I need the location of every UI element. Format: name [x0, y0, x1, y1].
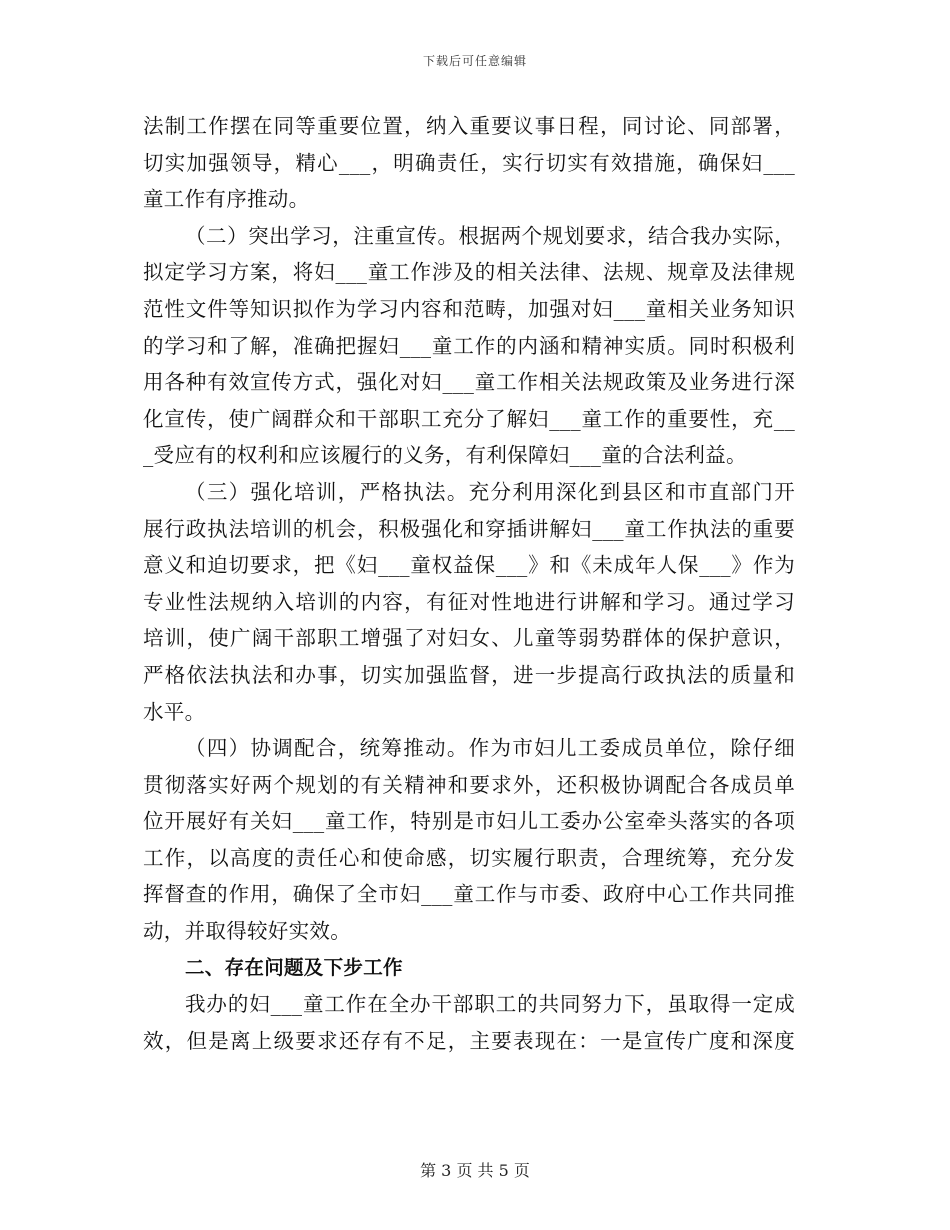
page-number-footer: 第 3 页 共 5 页 — [420, 1161, 530, 1180]
document-body — [143, 108, 795, 1059]
text-line: 拟定学习方案，将妇___童工作涉及的相关法律、法规、规章及法律规 — [143, 260, 795, 285]
page-header: 下载后可任意编辑 — [422, 54, 527, 68]
text-line: 位开展好有关妇___童工作，特别是市妇儿工委办公室牵头落实的各项 — [143, 809, 795, 834]
text-line: 切实加强领导，精心___，明确责任，实行切实有效措施，确保妇___ — [143, 150, 795, 175]
text-line: 效，但是离上级要求还存有不足，主要表现在：一是宣传广度和深度 — [143, 1028, 795, 1053]
text-line: 培训，使广阔干部职工增强了对妇女、儿童等弱势群体的保护意识， — [143, 626, 795, 651]
text-line: （四）协调配合，统筹推动。作为市妇儿工委成员单位，除仔细 — [185, 736, 795, 761]
text-line: 童工作有序推动。 — [143, 187, 310, 212]
text-line: 严格依法执法和办事，切实加强监督，进一步提高行政执法的质量和 — [143, 662, 795, 687]
text-line: 专业性法规纳入培训的内容，有征对性地进行讲解和学习。通过学习 — [143, 589, 795, 614]
text-line: 意义和迫切要求，把《妇___童权益保___》和《未成年人保___》作为 — [143, 553, 795, 578]
text-line: 法制工作摆在同等重要位置，纳入重要议事日程，同讨论、同部署， — [143, 114, 795, 138]
text-line: 水平。 — [143, 699, 206, 724]
text-line: 的学习和了解，准确把握妇___童工作的内涵和精神实质。同时积极利 — [143, 333, 795, 358]
text-line: 工作，以高度的责任心和使命感，切实履行职责，合理统筹，充分发 — [143, 845, 795, 870]
text-line: 挥督查的作用，确保了全市妇___童工作与市委、政府中心工作共同推 — [143, 882, 795, 907]
text-line: 贯彻落实好两个规划的有关精神和要求外，还积极协调配合各成员单 — [143, 772, 795, 797]
text-line: （二）突出学习，注重宣传。根据两个规划要求，结合我办实际， — [185, 223, 795, 248]
text-line: 展行政执法培训的机会，积极强化和穿插讲解妇___童工作执法的重要 — [143, 516, 795, 541]
section-heading: 二、存在问题及下步工作 — [185, 955, 403, 979]
text-line: 范性文件等知识拟作为学习内容和范畴，加强对妇___童相关业务知识 — [143, 296, 795, 321]
text-line: （三）强化培训，严格执法。充分利用深化到县区和市直部门开 — [185, 479, 795, 504]
text-line: 用各种有效宣传方式，强化对妇___童工作相关法规政策及业务进行深 — [143, 370, 795, 395]
text-line: 我办的妇___童工作在全办干部职工的共同努力下，虽取得一定成 — [185, 992, 795, 1017]
text-line: 动，并取得较好实效。 — [143, 919, 351, 944]
text-line: _受应有的权利和应该履行的义务，有利保障妇___童的合法利益。 — [143, 443, 747, 468]
text-line: 化宣传，使广阔群众和干部职工充分了解妇___童工作的重要性，充__ — [143, 406, 795, 431]
